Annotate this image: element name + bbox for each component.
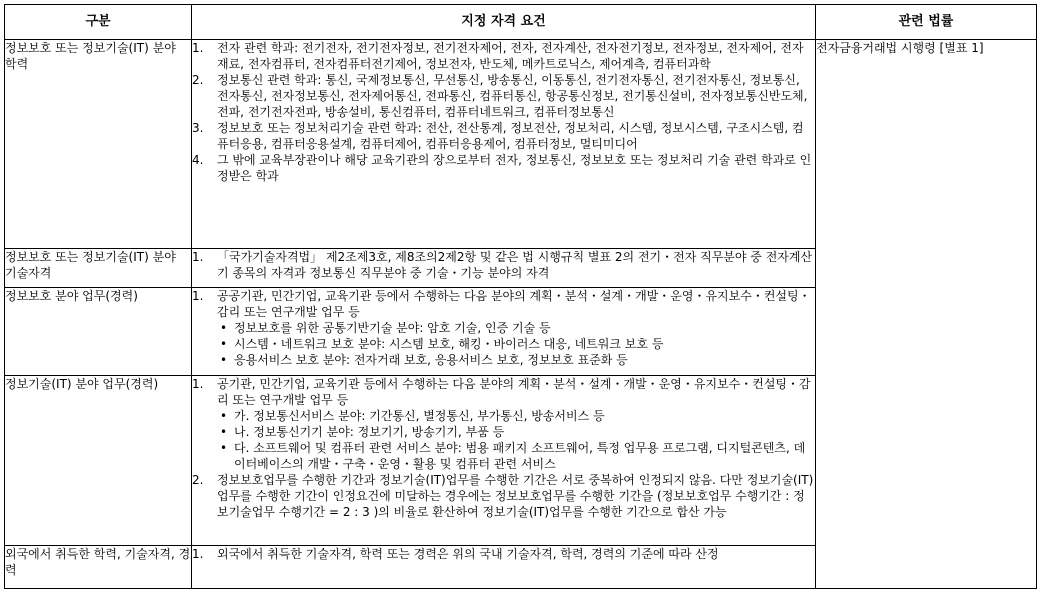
requirements-cell (192, 546, 816, 589)
requirements-cell (192, 288, 816, 376)
bullet-item: • 응용서비스 보호 분야: 전자거래 보호, 응용서비스 보호, 정보보호 표준화 등 (220, 353, 628, 367)
bullet-item: • 다. 소프트웨어 및 컴퓨터 관련 서비스 분야: 범용 패키지 소프트웨어, 특정 업무용 프로그램, 디지털콘텐츠, 데이터베이스의 개발・구축・운영・활용 및 컴퓨터 관련 서비스 (220, 441, 806, 471)
category-cell: 정보기술(IT) 분야 업무(경력) (5, 376, 192, 546)
bullet-list (192, 408, 815, 472)
list-item: 1. 전자 관련 학과: 전기전자, 전기전자정보, 전기전자제어, 전자, 전자계산, 전자전기정보, 전자정보, 전자제어, 전자재료, 전자컴퓨터, 전자컴퓨터전기제어, 정보전자, 반도체, 메카트로닉스, 제어계측, 컴퓨터과학 (192, 41, 804, 71)
list-item: 2. 정보보호업무를 수행한 기간과 정보기술(IT)업무를 수행한 기간은 서로 중복하여 인정되지 않음. 다만 정보기술(IT)업무를 수행한 기간이 인정요건에 미달하는 경우에는 정보보호업무를 수행한 기간을 (정보보호업무 수행기간 : 정보기술업무 수행기간 = 2 : 3 )의 비율로 환산하여 정보기술(IT)업무를 수행한 기간으로 합산 가능 (192, 473, 814, 519)
table-row (5, 40, 1037, 249)
bullet-item: • 정보보호를 위한 공통기반기술 분야: 암호 기술, 인증 기술 등 (220, 321, 551, 335)
bullet-item: • 나. 정보통신기기 분야: 정보기기, 방송기기, 부품 등 (220, 425, 505, 439)
table-header-row (5, 5, 1037, 40)
bullet-list (192, 320, 815, 368)
requirements-cell (192, 40, 816, 249)
bullet-item: • 시스템・네트워크 보호 분야: 시스템 보호, 해킹・바이러스 대응, 네트워크 보호 등 (220, 337, 664, 351)
header-category: 구분 (5, 5, 192, 40)
list-item: 4. 그 밖에 교육부장관이나 해당 교육기관의 장으로부터 전자, 정보통신, 정보보호 또는 정보처리 기술 관련 학과로 인정받은 학과 (192, 153, 812, 183)
list-item: 3. 정보보호 또는 정보처리기술 관련 학과: 전산, 전산통계, 정보전산, 정보처리, 시스템, 정보시스템, 구조시스템, 컴퓨터응용, 컴퓨터응용설계, 컴퓨터제어, 컴퓨터응용제어, 컴퓨터정보, 멀티미디어 (192, 121, 804, 151)
list-item: 1. 외국에서 취득한 기술자격, 학력 또는 경력은 위의 국내 기술자격, 학력, 경력의 기준에 따라 산정 (192, 547, 719, 561)
category-cell: 정보보호 또는 정보기술(IT) 분야 학력 (5, 40, 192, 249)
requirements-table (4, 4, 1037, 589)
category-cell: 정보보호 또는 정보기술(IT) 분야 기술자격 (5, 249, 192, 288)
header-requirements: 지정 자격 요건 (192, 5, 816, 40)
list-item: 2. 정보통신 관련 학과: 통신, 국제정보통신, 무선통신, 방송통신, 이동통신, 전기전자통신, 전기전자통신, 정보통신, 전자통신, 전자정보통신, 전자제어통신, 전파통신, 컴퓨터통신, 항공통신정보, 전기통신설비, 전자정보통신반도체, 전파, 전기전자전파, 방송설비, 통신컴퓨터, 컴퓨터네트워크, 컴퓨터정보통신 (192, 73, 808, 119)
list-item: 1. 「국가기술자격법」 제2조제3호, 제8조의2제2항 및 같은 법 시행규칙 별표 2의 전기・전자 직무분야 중 전자계산기 종목의 자격과 정보통신 직무분야 중 기술・기능 분야의 자격 (192, 250, 813, 280)
bullet-item: • 가. 정보통신서비스 분야: 기간통신, 별정통신, 부가통신, 방송서비스 등 (220, 409, 605, 423)
header-law: 관련 법률 (816, 5, 1037, 40)
list-item: 1. 공공기관, 민간기업, 교육기관 등에서 수행하는 다음 분야의 계획・분석・설계・개발・운영・유지보수・컨설팅・감리 또는 연구개발 업무 등 (192, 289, 811, 319)
list-item: 1. 공기관, 민간기업, 교육기관 등에서 수행하는 다음 분야의 계획・분석・설계・개발・운영・유지보수・컨설팅・감리 또는 연구개발 업무 등 (192, 377, 811, 407)
law-cell: 전자금융거래법 시행령 [별표 1] (816, 40, 1037, 589)
category-cell: 외국에서 취득한 학력, 기술자격, 경력 (5, 546, 192, 589)
requirements-cell (192, 249, 816, 288)
category-cell: 정보보호 분야 업무(경력) (5, 288, 192, 376)
requirements-cell (192, 376, 816, 546)
